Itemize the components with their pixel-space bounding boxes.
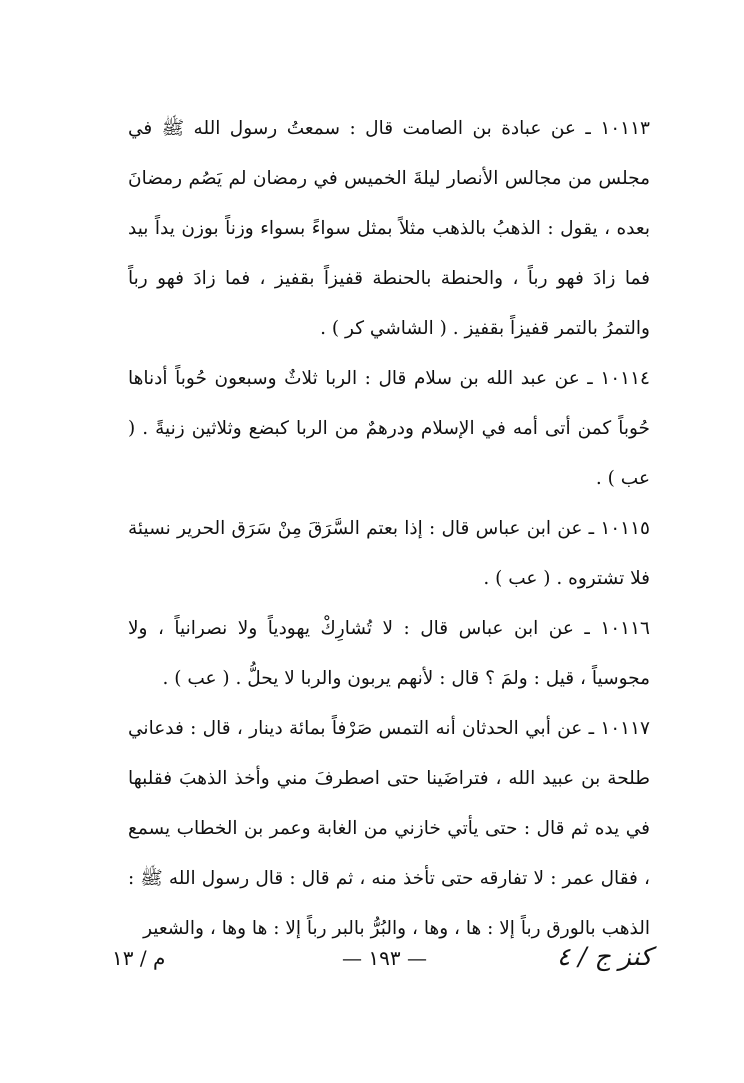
hadith-entry-10114: ١٠١١٤ ـ عن عبد الله بن سلام قال : الربا ثلاثٌ وسبعون حُوباً أدناها حُوباً كمن أتى أمه في الإسلام ودرهمٌ من الربا كبضع وثلاثين زنيةً . ( عب ) . (128, 368, 650, 489)
page-footer (112, 942, 652, 988)
page-body-text (128, 104, 650, 954)
hadith-entry-10116: ١٠١١٦ ـ عن ابن عباس قال : لا تُشارِكْ يهودياً ولا نصرانياً ، ولا مجوسياً ، قيل : ولمَ ؟ قال : لأنهم يربون والربا لا يحلُّ . ( عب ) . (128, 618, 650, 689)
volume-label: كنز ج / ٤ (556, 942, 652, 971)
hadith-entry-10113: ١٠١١٣ ـ عن عبادة بن الصامت قال : سمعتُ رسول الله ﷺ في مجلس من مجالس الأنصار ليلةَ الخميس في رمضان لم يَصُم رمضانَ بعده ، يقول : الذهبُ بالذهب مثلاً بمثل سواءً بسواء وزناً بوزن يداً بيد فما زادَ فهو رباً ، والحنطة بالحنطة قفيزاً بقفيز ، فما زادَ فهو رباً والتمرُ بالتمر قفيزاً بقفيز . ( الشاشي كر ) . (128, 118, 650, 339)
hadith-entry-10117: ١٠١١٧ ـ عن أبي الحدثان أنه التمس صَرْفاً بمائة دينار ، قال : فدعاني طلحة بن عبيد الله ، فتراضَينا حتى اصطرفَ مني وأخذ الذهبَ فقلبها في يده ثم قال : حتى يأتي خازني من الغابة وعمر بن الخطاب يسمع ، فقال عمر : لا تفارقه حتى تأخذ منه ، ثم قال : قال رسول الله ﷺ : الذهب بالورق رباً إلا : ها ، وها ، والبُرُّ بالبر رباً إلا : ها وها ، والشعير (128, 718, 650, 939)
hadith-entry-10115: ١٠١١٥ ـ عن ابن عباس قال : إذا بعتم السَّرَقَ مِنْ سَرَق الحرير نسيئة فلا تشتروه . ( عب ) . (128, 518, 650, 589)
signature-mark: م / ١٣ (112, 946, 166, 970)
page-number: — ١٩٣ — (342, 946, 427, 970)
